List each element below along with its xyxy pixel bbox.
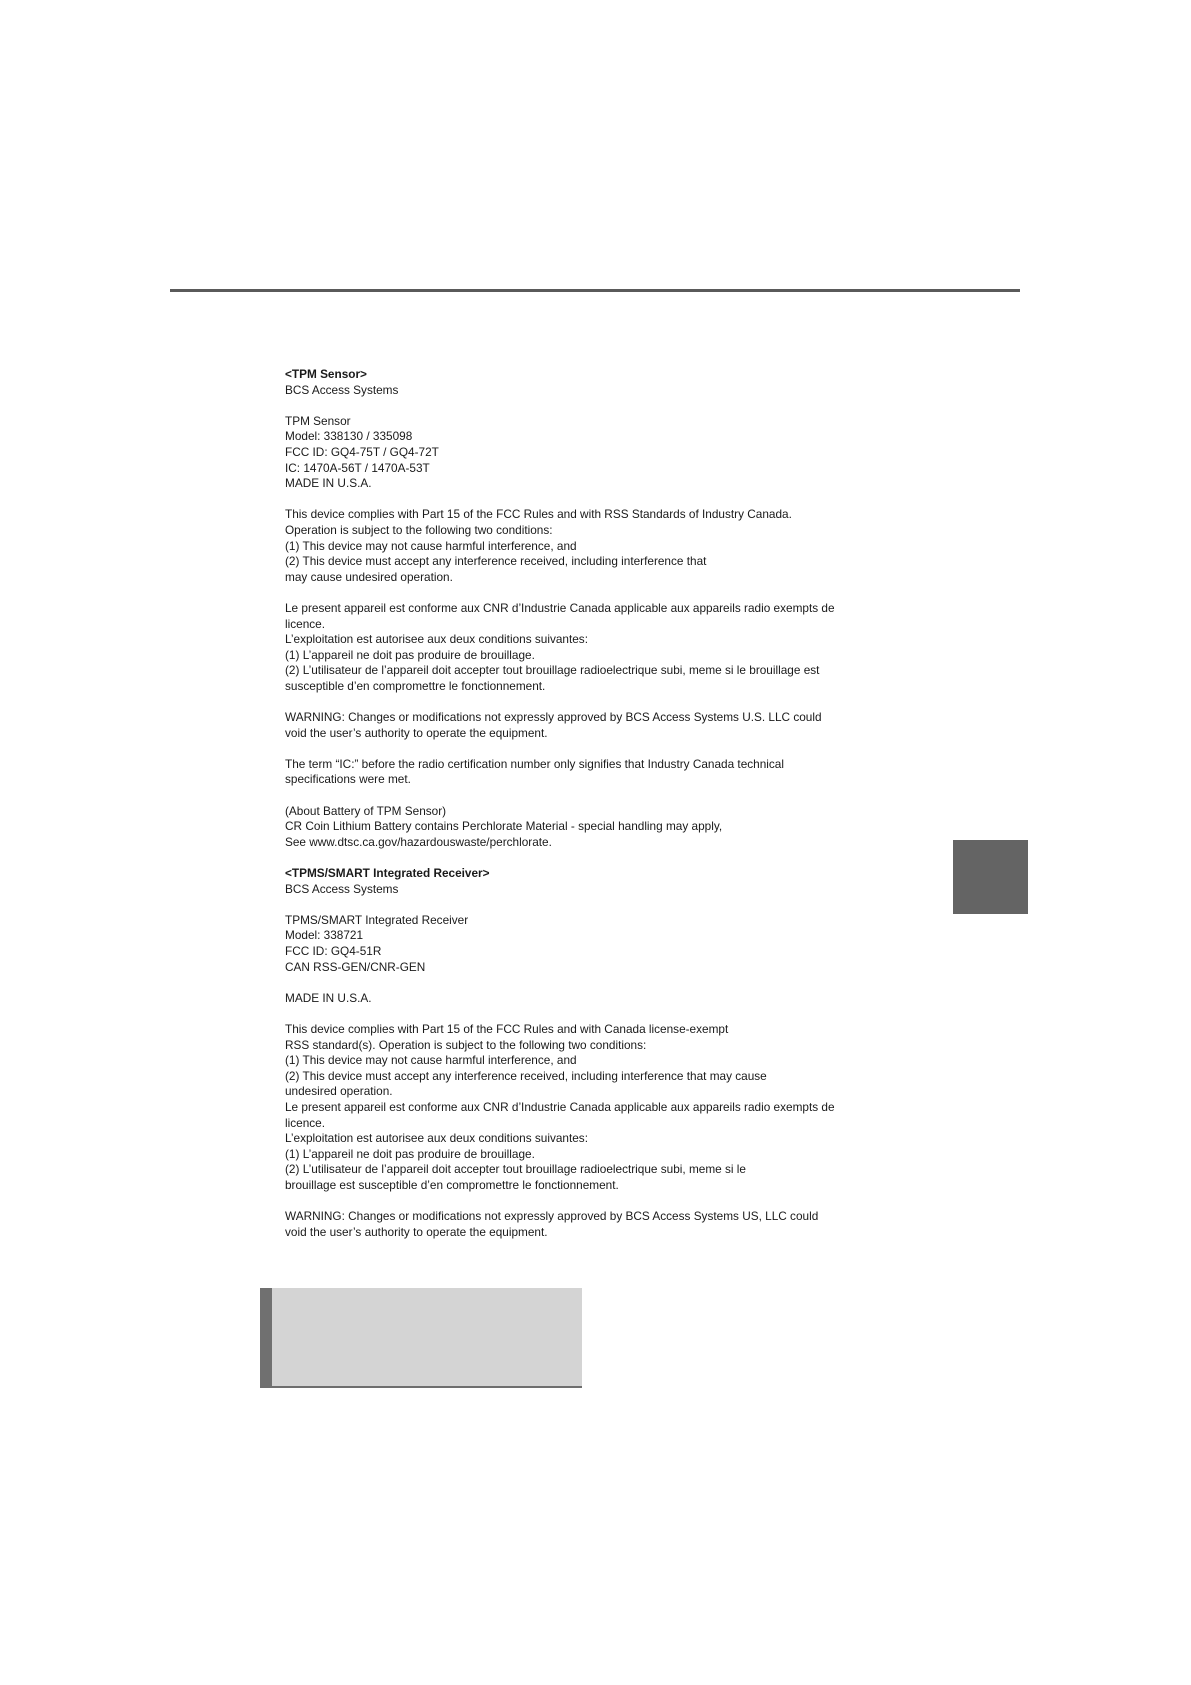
text-line: This device complies with Part 15 of the FCC Rules and with Canada license-exempt bbox=[285, 1021, 729, 1036]
blank-line bbox=[285, 975, 905, 991]
blank-line bbox=[285, 1006, 905, 1022]
text-line: FCC ID: GQ4-75T / GQ4-72T bbox=[285, 444, 439, 459]
text-line: MADE IN U.S.A. bbox=[285, 476, 372, 491]
blank-line bbox=[285, 398, 905, 414]
blank-line bbox=[285, 788, 905, 804]
blank-line bbox=[285, 694, 905, 710]
text-line: L’exploitation est autorisee aux deux conditions suivantes: bbox=[285, 632, 588, 647]
section-tab bbox=[953, 840, 1028, 914]
text-line: specifications were met. bbox=[285, 772, 411, 787]
text-line: RSS standard(s). Operation is subject to the following two conditions: bbox=[285, 1037, 647, 1052]
text-line: (2) L’utilisateur de l’appareil doit accepter tout brouillage radioelectrique subi, meme si le brouillage est bbox=[285, 663, 820, 678]
text-line: susceptible d’en compromettre le fonctionnement. bbox=[285, 678, 546, 693]
text-line: MADE IN U.S.A. bbox=[285, 990, 372, 1005]
section-heading: <TPMS/SMART Integrated Receiver> bbox=[285, 866, 490, 880]
text-line: FCC ID: GQ4-51R bbox=[285, 943, 382, 958]
text-line: BCS Access Systems bbox=[285, 382, 399, 397]
text-line: licence. bbox=[285, 1115, 325, 1130]
text-line: TPM Sensor bbox=[285, 413, 351, 428]
text-line: (About Battery of TPM Sensor) bbox=[285, 803, 447, 818]
text-line: Model: 338721 bbox=[285, 928, 364, 943]
text-line: Le present appareil est conforme aux CNR d’Industrie Canada applicable aux appareils radio exempts de bbox=[285, 600, 835, 615]
text-line: WARNING: Changes or modifications not expressly approved by BCS Access Systems US, LLC could bbox=[285, 1209, 819, 1224]
text-line: Operation is subject to the following two conditions: bbox=[285, 522, 553, 537]
text-line: void the user’s authority to operate the equipment. bbox=[285, 725, 548, 740]
blank-line bbox=[285, 585, 905, 601]
note-box bbox=[260, 1288, 582, 1388]
text-line: L’exploitation est autorisee aux deux conditions suivantes: bbox=[285, 1131, 588, 1146]
blank-line bbox=[285, 741, 905, 757]
text-line: void the user’s authority to operate the equipment. bbox=[285, 1224, 548, 1239]
blank-line bbox=[285, 850, 905, 866]
text-line: IC: 1470A-56T / 1470A-53T bbox=[285, 460, 430, 475]
text-line: (2) L’utilisateur de l’appareil doit accepter tout brouillage radioelectrique subi, meme si le bbox=[285, 1162, 746, 1177]
text-line: (2) This device must accept any interference received, including interference that bbox=[285, 554, 707, 569]
text-line: The term “IC:” before the radio certification number only signifies that Industry Canada technical bbox=[285, 756, 784, 771]
text-line: licence. bbox=[285, 616, 325, 631]
text-line: (2) This device must accept any interference received, including interference that may cause bbox=[285, 1068, 767, 1083]
text-line: (1) L’appareil ne doit pas produire de brouillage. bbox=[285, 647, 535, 662]
text-line: WARNING: Changes or modifications not expressly approved by BCS Access Systems U.S. LLC could bbox=[285, 710, 822, 725]
text-line: This device complies with Part 15 of the FCC Rules and with RSS Standards of Industry Canada. bbox=[285, 507, 792, 522]
text-line: TPMS/SMART Integrated Receiver bbox=[285, 912, 469, 927]
text-line: Model: 338130 / 335098 bbox=[285, 429, 413, 444]
text-line: (1) This device may not cause harmful interference, and bbox=[285, 1053, 577, 1068]
text-line: CR Coin Lithium Battery contains Perchlorate Material - special handling may apply, bbox=[285, 819, 723, 834]
header-rule bbox=[170, 289, 1020, 292]
text-line: (1) L’appareil ne doit pas produire de brouillage. bbox=[285, 1146, 535, 1161]
regulatory-text bbox=[285, 367, 905, 1240]
text-line: See www.dtsc.ca.gov/hazardouswaste/perchlorate. bbox=[285, 834, 552, 849]
text-line: (1) This device may not cause harmful interference, and bbox=[285, 538, 577, 553]
text-line: CAN RSS-GEN/CNR-GEN bbox=[285, 959, 426, 974]
note-box-accent-bar bbox=[260, 1288, 272, 1386]
text-line: brouillage est susceptible d’en compromettre le fonctionnement. bbox=[285, 1177, 619, 1192]
blank-line bbox=[285, 492, 905, 508]
section-heading: <TPM Sensor> bbox=[285, 367, 367, 381]
blank-line bbox=[285, 897, 905, 913]
text-line: undesired operation. bbox=[285, 1084, 393, 1099]
text-line: BCS Access Systems bbox=[285, 881, 399, 896]
text-line: may cause undesired operation. bbox=[285, 569, 453, 584]
text-line: Le present appareil est conforme aux CNR d’Industrie Canada applicable aux appareils radio exempts de bbox=[285, 1099, 835, 1114]
blank-line bbox=[285, 1193, 905, 1209]
